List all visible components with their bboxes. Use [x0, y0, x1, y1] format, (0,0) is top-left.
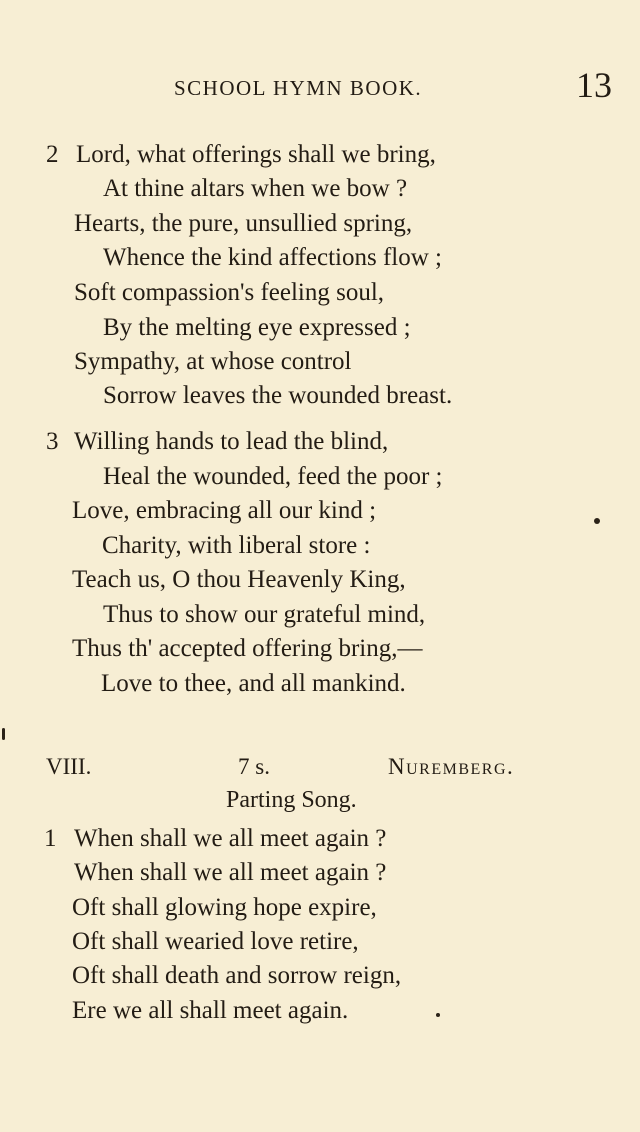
verse-3-line-3: Love, embracing all our kind ;	[72, 497, 377, 524]
hymn-meter: 7 s.	[238, 754, 270, 779]
running-header: SCHOOL HYMN BOOK.	[174, 76, 423, 100]
hymn-viii-line-5: Oft shall death and sorrow reign,	[72, 962, 402, 989]
verse-3-line-5: Teach us, O thou Heavenly King,	[72, 566, 406, 593]
hymn-tune: Nuremberg.	[388, 754, 515, 779]
verse-3-line-6: Thus to show our grateful mind,	[103, 601, 426, 628]
verse-3-line-8: Love to thee, and all mankind.	[101, 670, 406, 697]
verse-3-line-2: Heal the wounded, feed the poor ;	[103, 463, 443, 490]
verse-2-line-7: Sympathy, at whose control	[74, 348, 352, 375]
verse-2-line-8: Sorrow leaves the wounded breast.	[103, 382, 453, 409]
verse-3-line-4: Charity, with liberal store :	[102, 532, 371, 559]
hymn-viii-line-1: When shall we all meet again ?	[74, 825, 387, 852]
verse-2-line-3: Hearts, the pure, unsullied spring,	[74, 210, 413, 237]
verse-2-line-1: Lord, what offerings shall we bring,	[76, 141, 436, 168]
hymn-title: Parting Song.	[226, 787, 357, 813]
verse-3-line-1: Willing hands to lead the blind,	[74, 428, 389, 455]
verse-2-line-5: Soft compassion's feeling soul,	[74, 279, 385, 306]
verse-2-number: 2	[46, 141, 59, 168]
verse-2-line-4: Whence the kind affections flow ;	[103, 244, 443, 271]
verse-3-line-7: Thus th' accepted offering bring,—	[72, 635, 423, 662]
verse-2-line-6: By the melting eye expressed ;	[103, 314, 411, 341]
hymn-viii-verse-1-number: 1	[44, 825, 57, 852]
hymn-numeral: VIII.	[46, 754, 92, 779]
ink-speck	[436, 1013, 440, 1017]
ink-speck	[594, 518, 600, 524]
verse-3-number: 3	[46, 428, 59, 455]
ink-speck	[2, 728, 5, 740]
page-number: 13	[576, 65, 612, 105]
hymn-viii-line-3: Oft shall glowing hope expire,	[72, 894, 377, 921]
hymn-viii-line-4: Oft shall wearied love retire,	[72, 928, 359, 955]
hymn-viii-line-2: When shall we all meet again ?	[74, 859, 387, 886]
hymn-viii-line-6: Ere we all shall meet again.	[72, 997, 349, 1024]
verse-2-line-2: At thine altars when we bow ?	[103, 175, 408, 202]
